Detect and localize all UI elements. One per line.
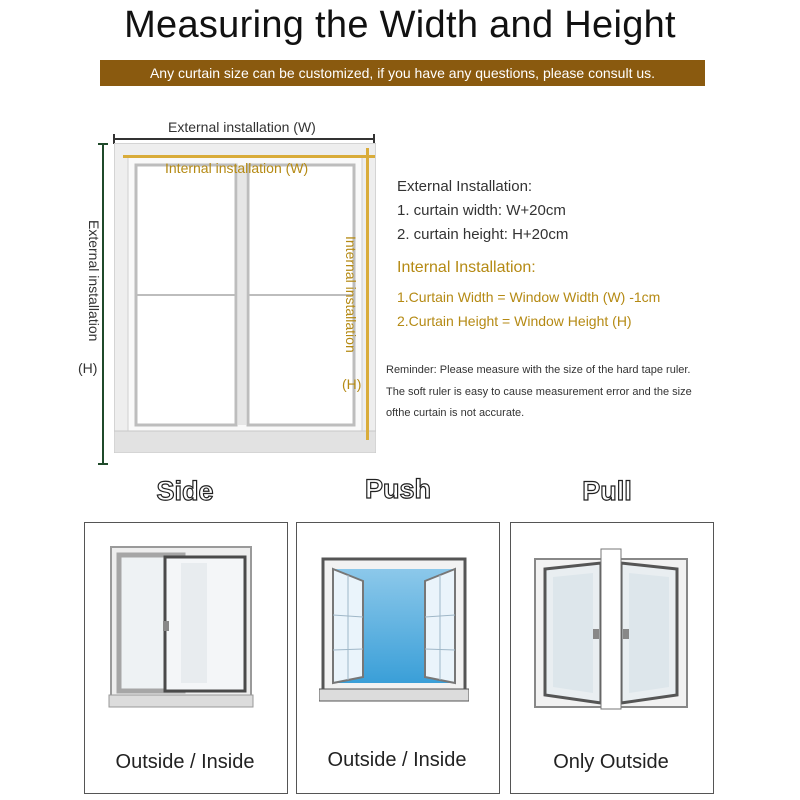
external-height-rule: 2. curtain height: H+20cm bbox=[397, 226, 569, 243]
internal-width-line bbox=[123, 155, 375, 158]
external-width-label: External installation (W) bbox=[168, 119, 316, 135]
external-height-label: External installation bbox=[86, 220, 102, 342]
page-title: Measuring the Width and Height bbox=[124, 4, 676, 46]
internal-height-line bbox=[366, 148, 369, 440]
reminder-line-1: Reminder: Please measure with the size of the hard tape ruler. bbox=[386, 364, 691, 376]
panel-side bbox=[84, 522, 288, 794]
caption-push: Outside / Inside bbox=[327, 749, 467, 771]
panel-pull bbox=[510, 522, 714, 794]
push-window-illustration bbox=[319, 555, 469, 705]
reminder-line-3: ofthe curtain is not accurate. bbox=[386, 407, 525, 419]
reminder-line-2: The soft ruler is easy to cause measurement error and the size bbox=[386, 386, 692, 398]
external-height-line bbox=[102, 143, 104, 465]
external-width-rule: 1. curtain width: W+20cm bbox=[397, 202, 566, 219]
external-height-paren: (H) bbox=[78, 360, 98, 376]
internal-height-paren: (H) bbox=[342, 376, 362, 392]
type-title-side: Side bbox=[156, 476, 214, 506]
internal-height-rule: 2.Curtain Height = Window Height (H) bbox=[397, 313, 632, 329]
external-width-line bbox=[113, 138, 375, 140]
external-heading: External Installation: bbox=[397, 178, 533, 195]
internal-height-label: Internal installation bbox=[343, 236, 359, 353]
info-banner: Any curtain size can be customized, if you have any questions, please consult us. bbox=[100, 60, 705, 86]
pull-window-illustration bbox=[531, 545, 691, 715]
internal-width-rule: 1.Curtain Width = Window Width (W) -1cm bbox=[397, 289, 661, 305]
internal-heading: Internal Installation: bbox=[397, 259, 536, 276]
internal-width-label: Internal installation (W) bbox=[165, 160, 309, 176]
caption-pull: Only Outside bbox=[553, 751, 669, 773]
type-title-pull: Pull bbox=[582, 476, 632, 506]
window-illustration bbox=[114, 143, 376, 453]
sliding-window-illustration bbox=[107, 541, 257, 711]
type-title-push: Push bbox=[364, 474, 431, 504]
caption-side: Outside / Inside bbox=[115, 751, 255, 773]
panel-push bbox=[296, 522, 500, 794]
